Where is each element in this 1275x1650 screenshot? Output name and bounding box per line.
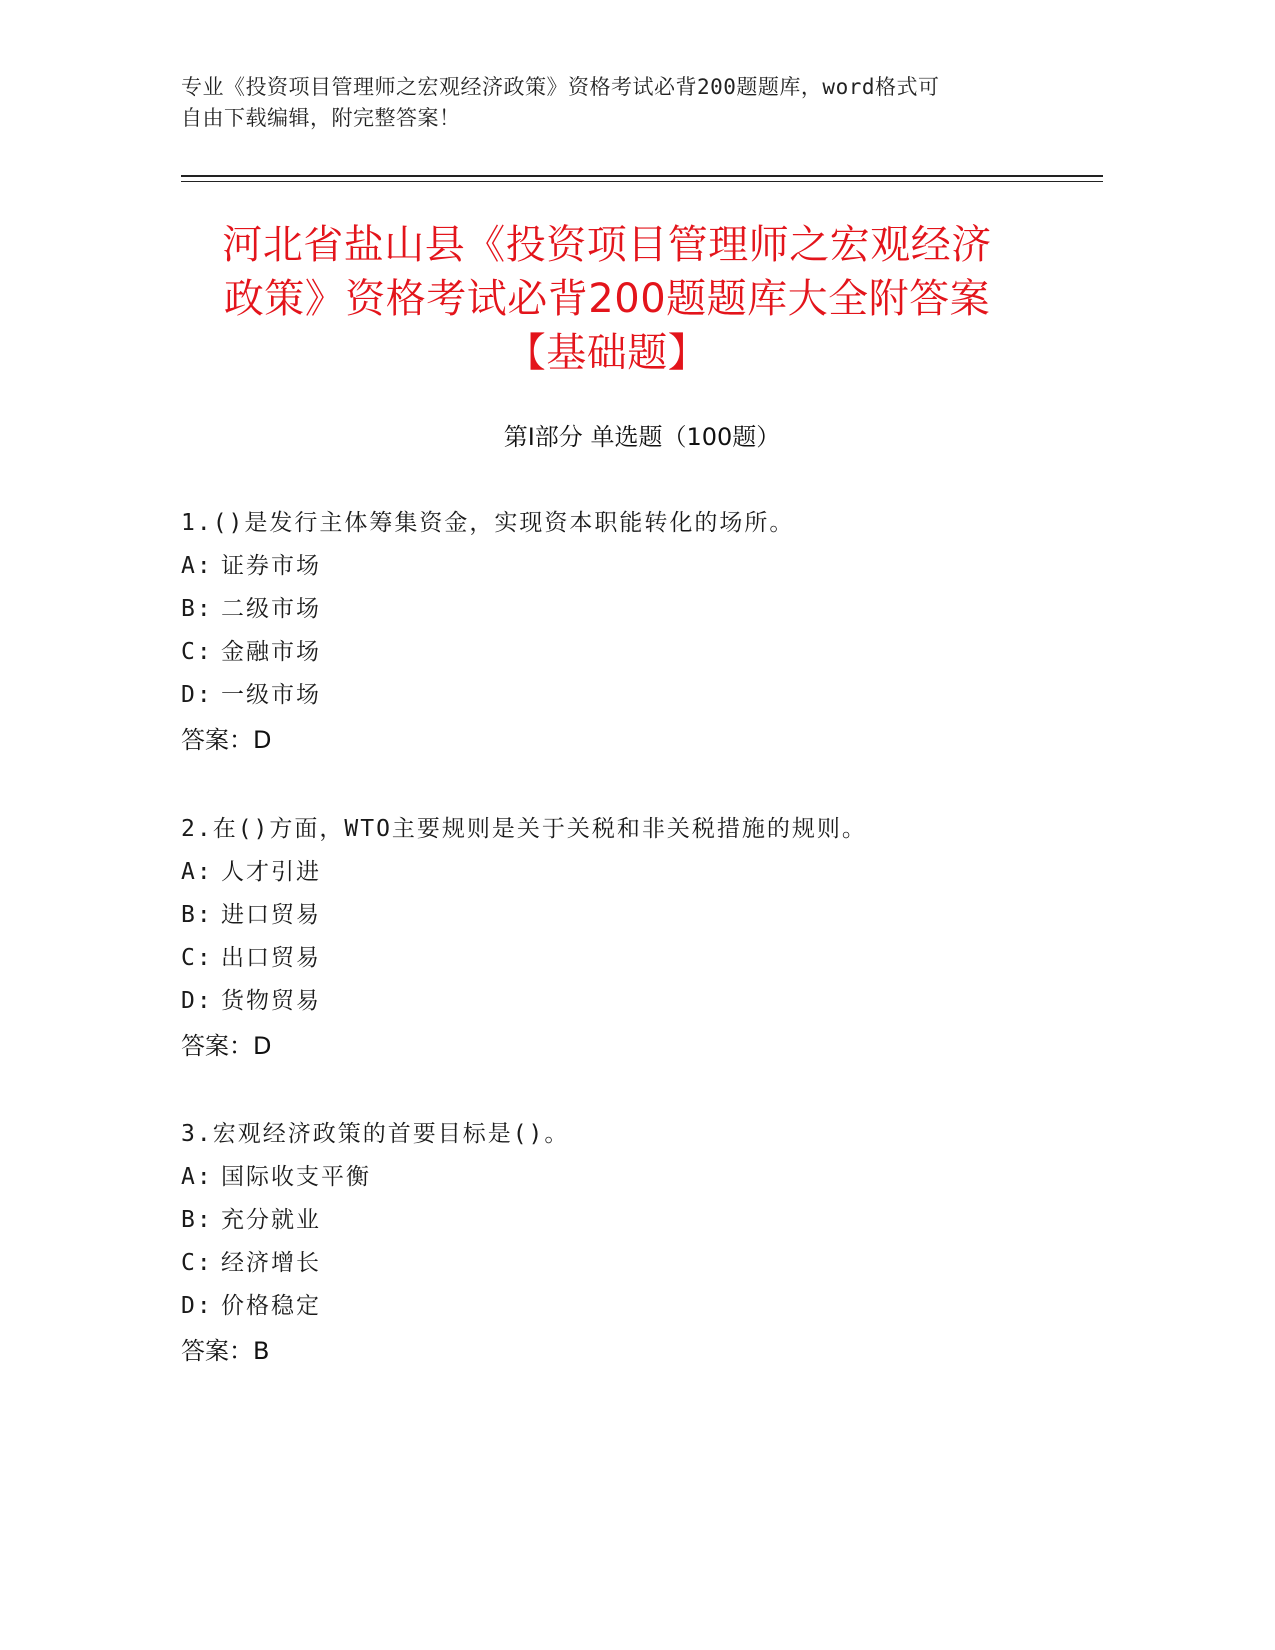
option-letter: C: bbox=[181, 945, 213, 971]
option-c bbox=[181, 631, 1103, 674]
header-note bbox=[181, 72, 1041, 134]
option-letter: D: bbox=[181, 988, 213, 1014]
question-1 bbox=[181, 502, 1103, 763]
option-text: 货物贸易 bbox=[221, 988, 321, 1014]
question-stem: 1.()是发行主体筹集资金，实现资本职能转化的场所。 bbox=[181, 510, 795, 536]
option-b bbox=[181, 1199, 1103, 1242]
option-text: 一级市场 bbox=[221, 682, 321, 708]
header-note-line-2: 自由下载编辑，附完整答案！ bbox=[181, 106, 461, 130]
option-text: 出口贸易 bbox=[221, 945, 321, 971]
option-text: 进口贸易 bbox=[221, 902, 321, 928]
option-d bbox=[181, 674, 1103, 717]
question-3 bbox=[181, 1113, 1103, 1374]
option-letter: A: bbox=[181, 1164, 213, 1190]
option-letter: B: bbox=[181, 902, 213, 928]
answer-line: 答案：B bbox=[181, 1337, 270, 1365]
option-a bbox=[181, 851, 1103, 894]
option-letter: A: bbox=[181, 553, 213, 579]
option-b bbox=[181, 894, 1103, 937]
section-heading: 第I部分 单选题（100题） bbox=[503, 423, 781, 451]
header-rule-thick bbox=[181, 175, 1103, 177]
question-stem: 2.在()方面，WTO主要规则是关于关税和非关税措施的规则。 bbox=[181, 816, 867, 842]
answer-line: 答案：D bbox=[181, 726, 272, 754]
title-line-2: 政策》资格考试必背200题题库大全附答案 bbox=[223, 276, 991, 322]
header-note-line-1: 专业《投资项目管理师之宏观经济政策》资格考试必背200题题库，word格式可 bbox=[181, 75, 940, 99]
header-rule-thin bbox=[181, 181, 1103, 182]
option-a bbox=[181, 1156, 1103, 1199]
question-2 bbox=[181, 808, 1103, 1069]
option-letter: D: bbox=[181, 682, 213, 708]
title-line-3: 【基础题】 bbox=[505, 330, 709, 376]
option-letter: A: bbox=[181, 859, 213, 885]
title-line-1: 河北省盐山县《投资项目管理师之宏观经济 bbox=[222, 222, 992, 268]
option-letter: C: bbox=[181, 1250, 213, 1276]
option-text: 充分就业 bbox=[221, 1207, 321, 1233]
option-text: 价格稳定 bbox=[221, 1293, 321, 1319]
document-title bbox=[150, 218, 1064, 380]
option-text: 国际收支平衡 bbox=[221, 1164, 371, 1190]
option-text: 经济增长 bbox=[221, 1250, 321, 1276]
option-letter: C: bbox=[181, 639, 213, 665]
option-text: 二级市场 bbox=[221, 596, 321, 622]
option-c bbox=[181, 937, 1103, 980]
option-text: 人才引进 bbox=[221, 859, 321, 885]
option-d bbox=[181, 980, 1103, 1023]
option-a bbox=[181, 545, 1103, 588]
option-b bbox=[181, 588, 1103, 631]
option-d bbox=[181, 1285, 1103, 1328]
option-text: 金融市场 bbox=[221, 639, 321, 665]
answer-line: 答案：D bbox=[181, 1032, 272, 1060]
option-text: 证券市场 bbox=[221, 553, 321, 579]
option-letter: D: bbox=[181, 1293, 213, 1319]
question-stem: 3.宏观经济政策的首要目标是()。 bbox=[181, 1121, 570, 1147]
option-letter: B: bbox=[181, 596, 213, 622]
option-letter: B: bbox=[181, 1207, 213, 1233]
option-c bbox=[181, 1242, 1103, 1285]
